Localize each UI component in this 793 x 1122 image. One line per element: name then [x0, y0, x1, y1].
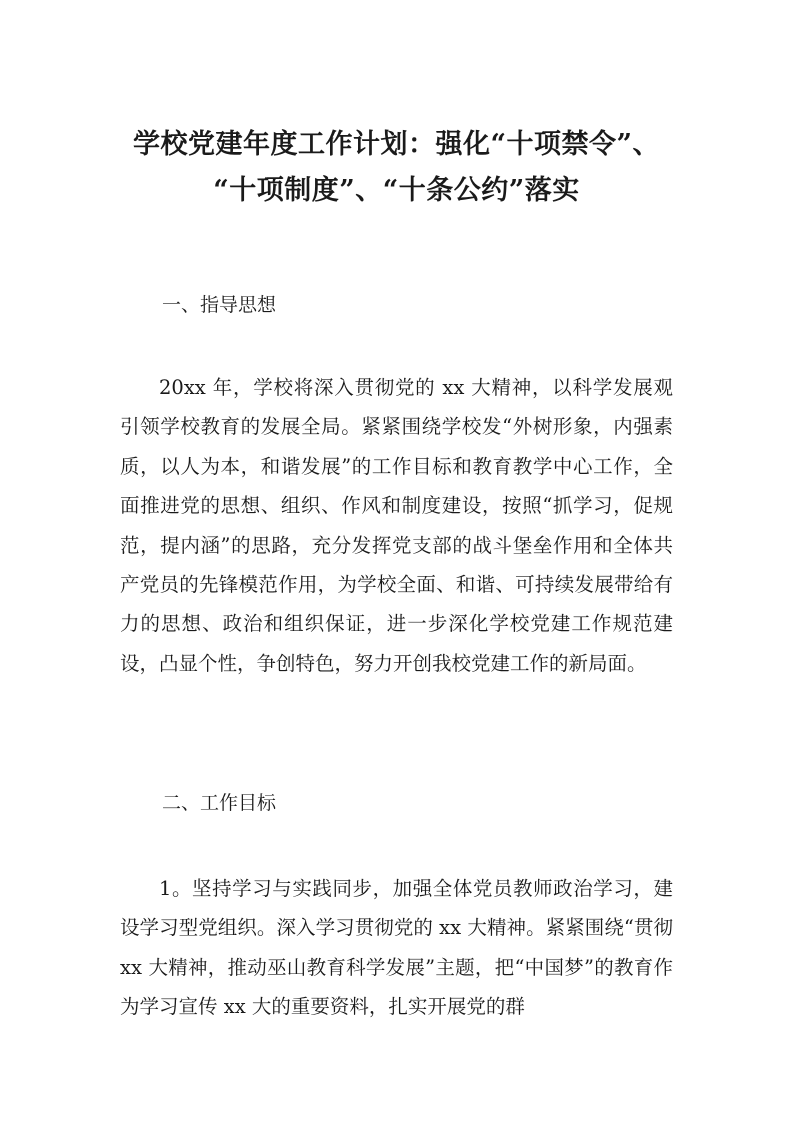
section-heading-work-goals: 二、工作目标 [162, 792, 277, 814]
title-line-1: 学校党建年度工作计划：强化“十项禁令”、 [132, 129, 661, 160]
section-heading-guiding-ideology: 一、指导思想 [162, 294, 277, 316]
title-line-2: “十项制度”、“十条公约”落实 [213, 175, 580, 206]
document-title [100, 122, 693, 214]
section-paragraph-work-goals: 1。坚持学习与实践同步，加强全体党员教师政治学习，建设学习型党组织。深入学习贯彻党的 xx 大精神。紧紧围绕“贯彻 xx 大精神，推动巫山教育科学发展”主题，把“中国梦”的教育作为学习宣传 xx 大的重要资料，扎实开展党的群 [120, 877, 673, 1019]
section-paragraph-guiding-ideology: 20xx 年，学校将深入贯彻党的 xx 大精神，以科学发展观引领学校教育的发展全局。紧紧围绕学校发“外树形象，内强素质，以人为本，和谐发展”的工作目标和教育教学中心工作，全面推进党的思想、组织、作风和制度建设，按照“抓学习，促规范，提内涵”的思路，充分发挥党支部的战斗堡垒作用和全体共产党员的先锋模范作用，为学校全面、和谐、可持续发展带给有力的思想、政治和组织保证，进一步深化学校党建工作规范建设，凸显个性，争创特色，努力开创我校党建工作的新局面。 [120, 376, 673, 675]
